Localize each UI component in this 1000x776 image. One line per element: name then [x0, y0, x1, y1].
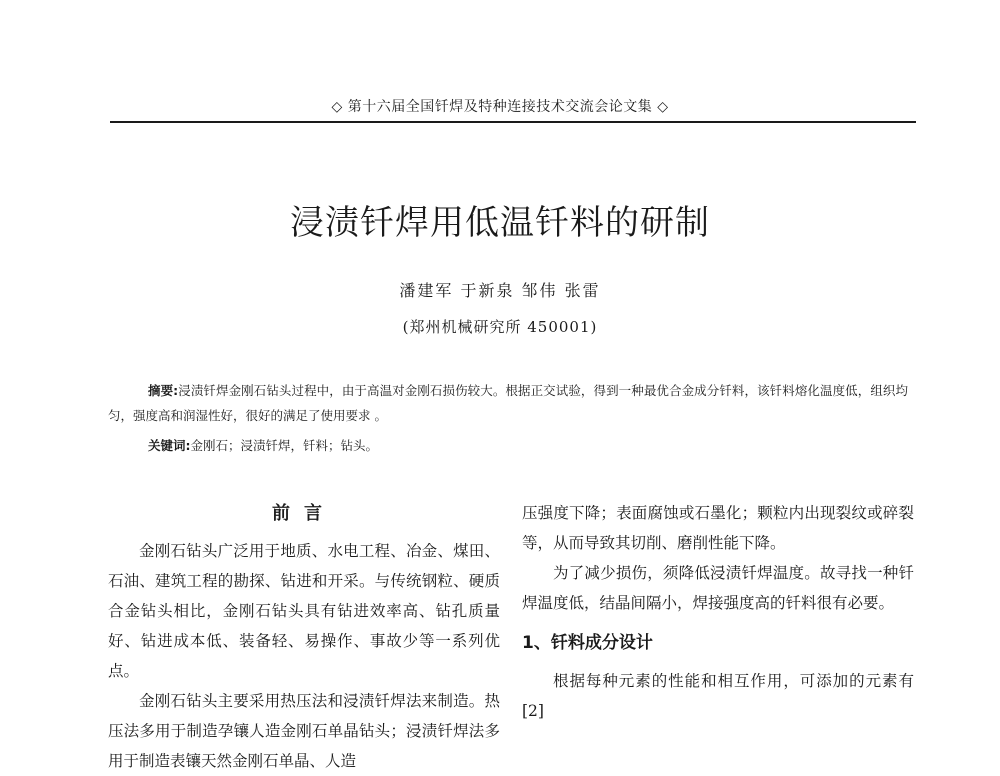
- abstract-text: 浸渍钎焊金刚石钻头过程中，由于高温对金刚石损伤较大。根据正交试验，得到一种最优合金成分钎料，该钎料熔化温度低，组织均匀，强度高和润湿性好，很好的满足了使用要求 。: [108, 383, 908, 423]
- affiliation: (郑州机械研究所 450001): [402, 318, 598, 336]
- authors: 潘建军 于新泉 邹伟 张雷: [399, 281, 601, 300]
- header-rule: [110, 121, 916, 123]
- section-heading-alloy-design: 1、钎料成分设计: [522, 633, 653, 653]
- abstract: [108, 378, 908, 428]
- section-heading-preface: 前言: [272, 503, 336, 524]
- paragraph-continued: 压强度下降；表面腐蚀或石墨化；颗粒内出现裂纹或碎裂等，从而导致其切削、磨削性能下降。: [522, 504, 914, 552]
- left-column: [108, 498, 500, 776]
- keywords-label: 关键词:: [148, 438, 191, 453]
- paragraph: 为了减少损伤，须降低浸渍钎焊温度。故寻找一种钎焊温度低，结晶间隔小，焊接强度高的钎料很有必要。: [522, 564, 914, 612]
- paragraph: 金刚石钻头主要采用热压法和浸渍钎焊法来制造。热压法多用于制造孕镶人造金刚石单晶钻头；浸渍钎焊法多用于制造表镶天然金刚石单晶、人造: [108, 692, 500, 770]
- paper-title: 浸渍钎焊用低温钎料的研制: [290, 203, 710, 243]
- paragraph: 金刚石钻头广泛用于地质、水电工程、冶金、煤田、石油、建筑工程的勘探、钻进和开采。与传统钢粒、硬质合金钻头相比，金刚石钻头具有钻进效率高、钻孔质量好、钻进成本低、装备轻、易操作、事故少等一系列优点。: [108, 542, 500, 680]
- keywords: [108, 436, 908, 454]
- keywords-text: 金刚石；浸渍钎焊，钎料；钻头。: [190, 438, 379, 453]
- running-header: ◇ 第十六届全国钎焊及特种连接技术交流会论文集 ◇: [331, 99, 669, 115]
- abstract-label: 摘要:: [148, 383, 179, 398]
- right-column: [522, 498, 914, 726]
- paragraph: 根据每种元素的性能和相互作用，可添加的元素有[2]: [522, 672, 914, 720]
